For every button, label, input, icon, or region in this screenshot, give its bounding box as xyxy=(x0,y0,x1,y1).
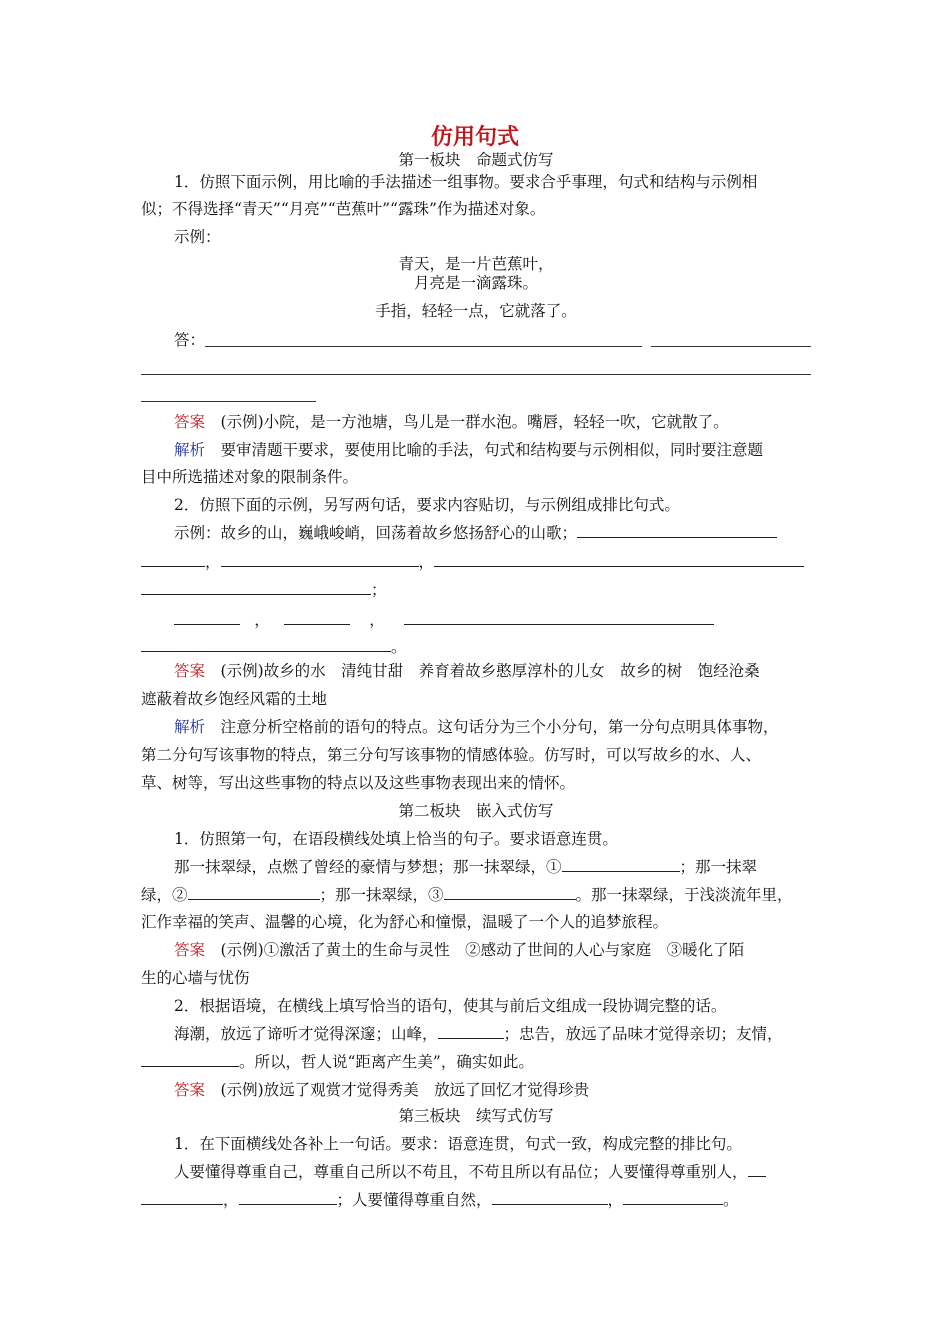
fill-blank[interactable] xyxy=(141,552,205,567)
analysis-tag: 解析 xyxy=(174,441,206,459)
punct: ， xyxy=(418,553,435,571)
fill-blank[interactable] xyxy=(404,610,714,625)
answer-text: (示例)小院，是一方池塘，鸟儿是一群水泡。嘴唇，轻轻一吹，它就散了。 xyxy=(220,413,729,431)
s1-q1-answer xyxy=(174,412,811,432)
s3-q1-line-1: 1．在下面横线处各补上一句话。要求：语意连贯，句式一致，构成完整的排比句。 xyxy=(174,1135,742,1153)
fill-blank[interactable] xyxy=(239,1190,337,1205)
s2-q2-line-3 xyxy=(141,1052,811,1072)
s1-q1-example-label: 示例： xyxy=(174,228,221,246)
punct: ， xyxy=(254,611,270,629)
text: 海潮，放远了谛听才觉得深邃；山峰， xyxy=(174,1025,438,1043)
punct: 。 xyxy=(391,638,407,656)
text: ， xyxy=(223,1191,239,1209)
s2-q1-answer-line-2: 生的心墙与忧伤 xyxy=(141,969,250,987)
document-title: 仿用句式 xyxy=(430,124,519,150)
answer-tag: 答案 xyxy=(174,413,206,431)
s2-q1-line-4: 汇作幸福的笑声、温馨的心境，化为舒心和憧憬，温暖了一个人的追梦旅程。 xyxy=(141,913,669,931)
answer-blank-line xyxy=(141,374,811,375)
s2-q1-answer xyxy=(174,940,811,960)
text: 人要懂得尊重自己，尊重自己所以不苟且，不苟且所以有品位；人要懂得尊重别人， xyxy=(174,1163,748,1181)
s2-q2-line-1: 2．根据语境，在横线上填写恰当的语句，使其与前后文组成一段协调完整的话。 xyxy=(174,997,727,1015)
s3-q1-line-3 xyxy=(141,1190,811,1210)
text: 。所以，哲人说“距离产生美”，确实如此。 xyxy=(239,1053,534,1071)
fill-blank[interactable] xyxy=(623,1190,723,1205)
answer-blank-line xyxy=(141,401,316,402)
fill-blank[interactable] xyxy=(438,1024,504,1039)
section-1-heading: 第一板块 命题式仿写 xyxy=(398,151,554,169)
s2-q1-line-3 xyxy=(141,885,811,905)
fill-blank[interactable] xyxy=(141,1190,223,1205)
s3-q1-line-2 xyxy=(174,1162,811,1182)
s1-q2-answer xyxy=(174,661,811,681)
text: ；那一抹翠绿，③ xyxy=(319,886,444,904)
analysis-text: 注意分析空格前的语句的特点。这句话分为三个小分句，第一分句点明具体事物， xyxy=(220,718,779,736)
text: 绿，② xyxy=(141,886,188,904)
answer-tag: 答案 xyxy=(174,1081,206,1099)
s1-q1-example-1: 青天，是一片芭蕉叶， xyxy=(398,255,554,273)
text: ， xyxy=(607,1191,624,1209)
fill-blank[interactable] xyxy=(141,637,391,652)
fill-blank[interactable] xyxy=(141,580,371,595)
s2-q2-answer xyxy=(174,1080,811,1100)
answer-tag: 答案 xyxy=(174,941,206,959)
text: 。 xyxy=(723,1191,739,1209)
fill-blank[interactable] xyxy=(174,610,240,625)
fill-blank[interactable] xyxy=(748,1162,766,1177)
s1-q2-analysis xyxy=(174,717,811,737)
answer-blank-line xyxy=(651,346,811,347)
answer-text: (示例)①激活了黄土的生命与灵性 ②感动了世间的人心与家庭 ③暖化了陌 xyxy=(220,941,745,959)
s1-q1-line-1: 1．仿照下面示例，用比喻的手法描述一组事物。要求合乎事理，句式和结构与示例相 xyxy=(174,173,758,191)
punct: ； xyxy=(371,581,387,599)
fill-blank[interactable] xyxy=(221,552,419,567)
punct: ， xyxy=(205,553,221,571)
s1-q1-example-3: 手指，轻轻一点，它就落了。 xyxy=(375,302,577,320)
section-3-heading: 第三板块 续写式仿写 xyxy=(398,1107,554,1125)
s1-q2-analysis-line-2: 第二分句写该事物的特点，第三分句写该事物的情感体验。仿写时，可以写故乡的水、人、 xyxy=(141,746,762,764)
fill-blank[interactable] xyxy=(444,885,576,900)
text: 那一抹翠绿，点燃了曾经的豪情与梦想；那一抹翠绿，① xyxy=(174,858,562,876)
section-2-heading: 第二板块 嵌入式仿写 xyxy=(398,802,554,820)
s2-q2-line-2 xyxy=(174,1024,811,1044)
s1-q1-analysis xyxy=(174,440,811,460)
s1-q1-analysis-line-2: 目中所选描述对象的限制条件。 xyxy=(141,468,359,486)
fill-blank[interactable] xyxy=(492,1190,608,1205)
answer-text: (示例)放远了观赏才觉得秀美 放远了回忆才觉得珍贵 xyxy=(220,1081,590,1099)
fill-blank[interactable] xyxy=(434,552,804,567)
s1-q2-analysis-line-3: 草、树等，写出这些事物的特点以及这些事物表现出来的情怀。 xyxy=(141,774,576,792)
s1-q2-line-6 xyxy=(141,637,811,657)
s1-q2-line-1: 2．仿照下面的示例，另写两句话，要求内容贴切，与示例组成排比句式。 xyxy=(174,496,680,514)
answer-text: (示例)故乡的水 清纯甘甜 养育着故乡憨厚淳朴的儿女 故乡的树 饱经沧桑 xyxy=(220,662,760,680)
fill-blank[interactable] xyxy=(562,857,680,872)
s1-q2-line-5 xyxy=(174,610,811,630)
analysis-text: 要审清题干要求，要使用比喻的手法，句式和结构要与示例相似，同时要注意题 xyxy=(220,441,764,459)
punct: ， xyxy=(369,611,385,629)
fill-blank[interactable] xyxy=(141,1052,239,1067)
answer-blank-line xyxy=(205,346,642,347)
analysis-tag: 解析 xyxy=(174,718,206,736)
s1-q2-line-4 xyxy=(141,580,811,600)
s1-q2-line-2 xyxy=(174,523,811,543)
text: ；忠告，放远了品味才觉得亲切；友情， xyxy=(503,1025,783,1043)
answer-tag: 答案 xyxy=(174,662,206,680)
s1-q1-line-2: 似；不得选择“青天”“月亮”“芭蕉叶”“露珠”作为描述对象。 xyxy=(141,200,546,218)
fill-blank[interactable] xyxy=(284,610,350,625)
s1-q2-line-3 xyxy=(141,552,811,572)
text: ；那一抹翠 xyxy=(679,858,758,876)
s1-q1-example-2: 月亮是一滴露珠。 xyxy=(413,274,538,292)
s2-q1-line-2 xyxy=(174,857,811,877)
s1-q1-answer-prompt: 答： xyxy=(174,331,206,349)
fill-blank[interactable] xyxy=(577,523,777,538)
s1-q2-example-text: 示例：故乡的山，巍峨峻峭，回荡着故乡悠扬舒心的山歌； xyxy=(174,524,578,542)
s1-q2-answer-line-2: 遮蔽着故乡饱经风霜的土地 xyxy=(141,690,328,708)
text: ；人要懂得尊重自然， xyxy=(336,1191,492,1209)
fill-blank[interactable] xyxy=(188,885,320,900)
s2-q1-line-1: 1．仿照第一句，在语段横线处填上恰当的句子。要求语意连贯。 xyxy=(174,830,618,848)
text: 。那一抹翠绿，于浅淡流年里， xyxy=(575,886,793,904)
